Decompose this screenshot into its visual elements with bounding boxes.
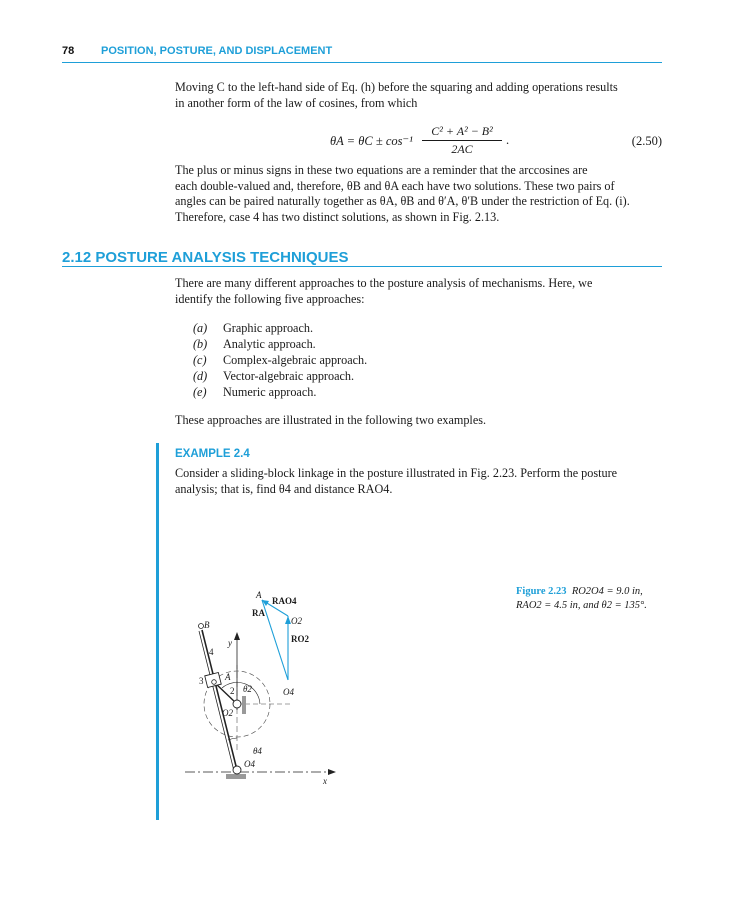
example-line-2: analysis; that is, find θ4 and distance RAO4.	[175, 481, 393, 496]
label-theta2: θ2	[243, 684, 252, 694]
intro-paragraph	[175, 80, 663, 111]
closing-line: These approaches are illustrated in the following two examples.	[175, 413, 487, 427]
label-r-o2: RO2	[291, 634, 309, 644]
p2-line-2: each double-valued and, therefore, θB and θA each have two solutions. These two pairs of	[175, 178, 615, 193]
label-a-block: A	[225, 672, 231, 682]
intro-line-1: Moving C to the left-hand side of Eq. (h) before the squaring and adding operations results	[175, 80, 618, 94]
equation-number: (2.50)	[631, 134, 662, 148]
label-o4-base: O4	[244, 759, 255, 769]
page-number: 78	[62, 45, 75, 57]
paragraph-2	[175, 163, 663, 225]
section-intro-line-2: identify the following five approaches:	[175, 291, 365, 306]
equation-denominator: 2AC	[451, 142, 473, 156]
label-link-2: 2	[230, 686, 235, 696]
equation-trailing: .	[506, 133, 510, 147]
label-theta4: θ4	[253, 746, 262, 756]
example-text	[175, 466, 663, 497]
label-link-3: 3	[199, 676, 204, 686]
approach-list	[193, 320, 367, 400]
label-o4-mid: O4	[283, 687, 294, 697]
example-line-1: Consider a sliding-block linkage in the posture illustrated in Fig. 2.23. Perform the posture	[175, 466, 618, 480]
label-link-4: 4	[209, 647, 214, 657]
section-intro-line-1: There are many different approaches to the posture analysis of mechanisms. Here, we	[175, 276, 593, 290]
vector-r-ao4	[262, 600, 288, 680]
joint-o2	[233, 700, 241, 708]
joint-o4	[233, 766, 241, 774]
x-axis-arrow	[328, 769, 336, 775]
equation-2-50	[330, 124, 665, 160]
running-head: POSITION, POSTURE, AND DISPLACEMENT	[101, 45, 333, 57]
p2-line-1: The plus or minus signs in these two equations are a reminder that the arccosines are	[175, 163, 588, 177]
equation-fraction	[422, 124, 502, 157]
intro-line-2: in another form of the law of cosines, from which	[175, 95, 418, 110]
label-y: y	[228, 638, 232, 648]
label-o2-joint: O2	[222, 708, 233, 718]
figure-2-23-diagram	[180, 570, 350, 790]
list-item: (e) Numeric approach.	[193, 385, 317, 399]
section-closing	[175, 413, 663, 429]
list-item: (c) Complex-algebraic approach.	[193, 353, 368, 367]
equation-numerator: C² + A² − B²	[431, 124, 493, 138]
figure-caption	[516, 585, 647, 613]
theta2-arc	[222, 682, 260, 704]
header-rule	[62, 62, 662, 63]
section-intro	[175, 276, 663, 307]
point-b	[199, 624, 204, 629]
y-axis-arrow	[234, 632, 240, 640]
section-title: 2.12 POSTURE ANALYSIS TECHNIQUES	[62, 249, 349, 266]
label-b: B	[204, 620, 210, 630]
ground-o4	[226, 774, 246, 779]
label-x: x	[323, 776, 327, 786]
list-item: (d) Vector-algebraic approach.	[193, 369, 355, 383]
p2-line-4: Therefore, case 4 has two distinct solutions, as shown in Fig. 2.13.	[175, 209, 500, 224]
p2-line-3: angles can be paired naturally together as θA, θB and θ′A, θ′B under the restriction of Eq. (i).	[175, 194, 630, 208]
fraction-bar	[422, 140, 502, 141]
ground-o2	[242, 696, 246, 714]
list-item: (a) Graphic approach.	[193, 321, 314, 335]
section-rule	[62, 266, 662, 267]
label-r-a: RA	[252, 608, 265, 618]
caption-line-2: RAO2 = 4.5 in, and θ2 = 135°.	[516, 600, 647, 611]
figure-label: Figure 2.23	[516, 586, 567, 597]
label-a-top: A	[256, 590, 262, 600]
caption-line-1: RO2O4 = 9.0 in,	[571, 586, 643, 597]
label-o2-top: O2	[291, 616, 302, 626]
example-title: EXAMPLE 2.4	[175, 448, 250, 460]
pin-a	[212, 680, 217, 685]
equation-lhs: θA = θC ± cos⁻¹	[330, 134, 413, 148]
link-4	[202, 630, 237, 770]
list-item: (b) Analytic approach.	[193, 337, 316, 351]
example-sidebar-bar	[156, 443, 159, 820]
label-r-ao4: RAO4	[272, 596, 297, 606]
